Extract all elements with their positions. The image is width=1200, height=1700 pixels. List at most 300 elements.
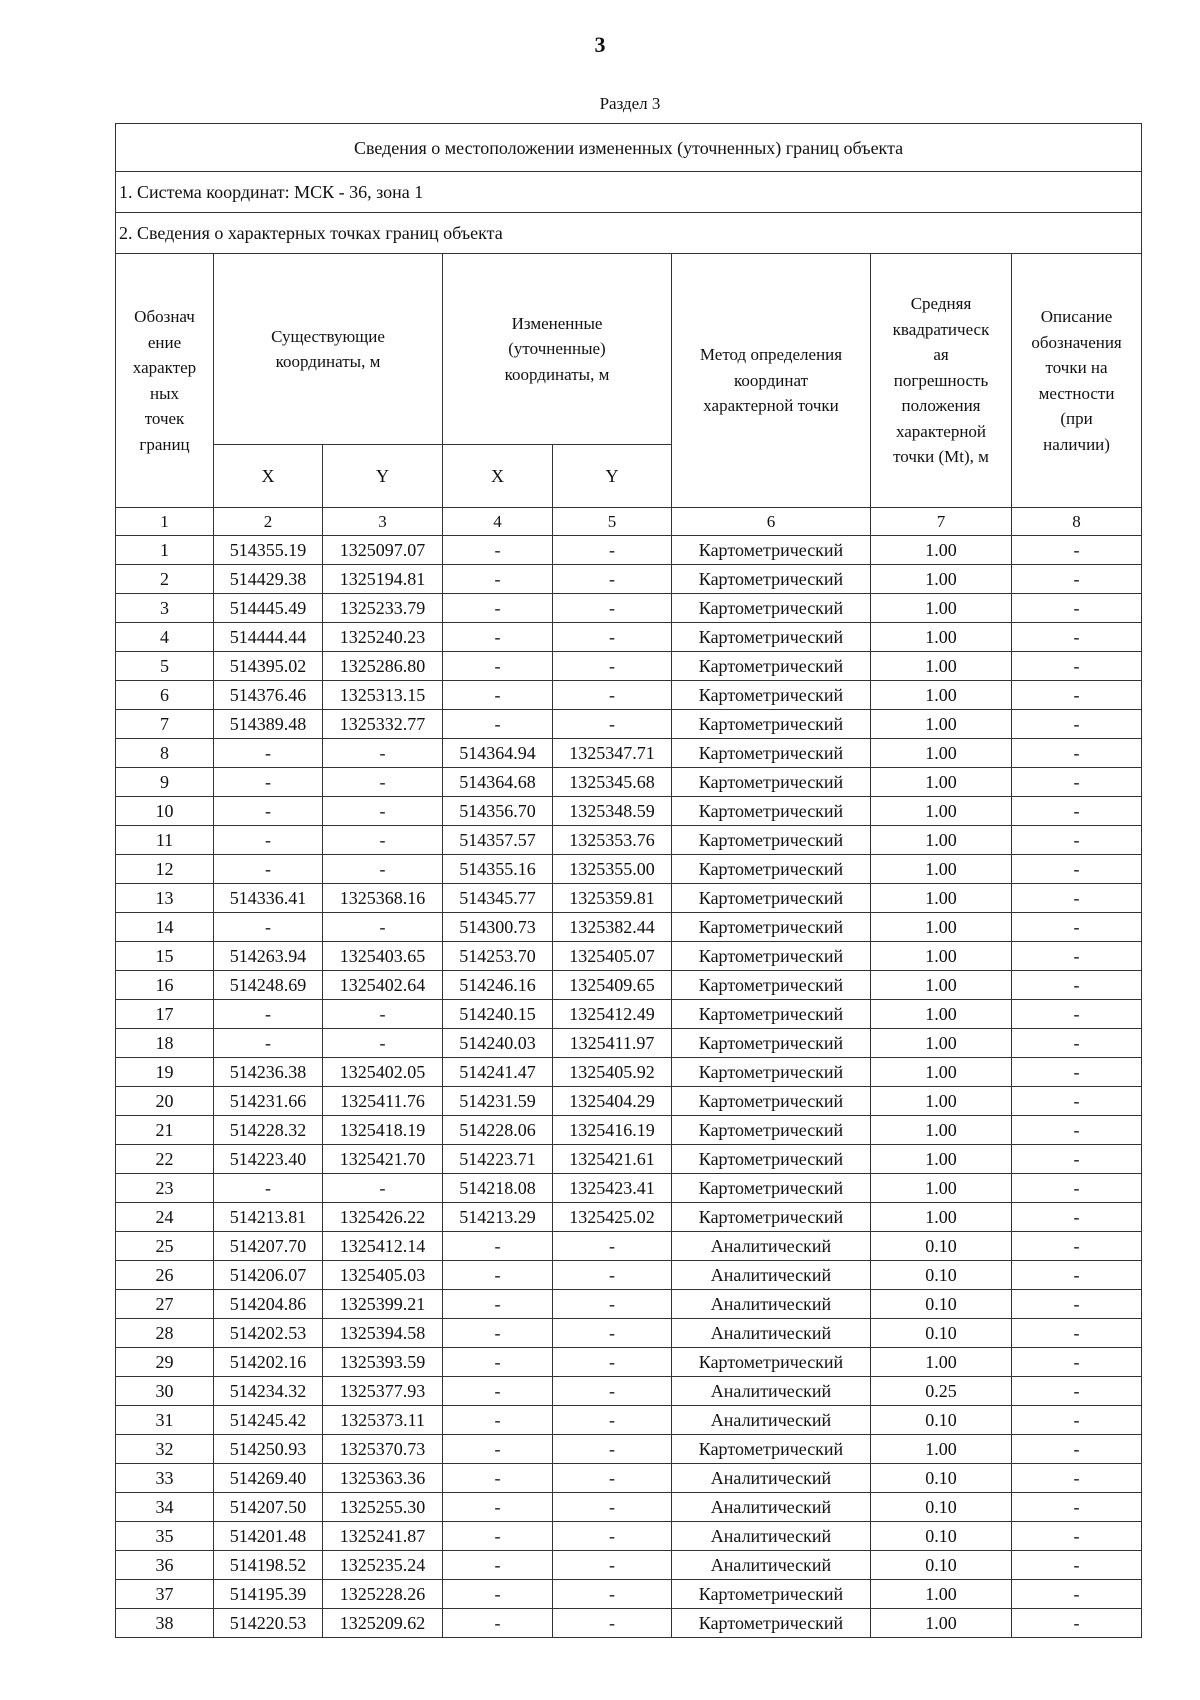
- table-title-row: [116, 124, 1142, 172]
- existing-x-cell: 514204.86: [214, 1290, 323, 1319]
- description-cell: -: [1012, 1348, 1142, 1377]
- table-row: [116, 1290, 1142, 1319]
- description-cell: -: [1012, 1203, 1142, 1232]
- table-row: [116, 1203, 1142, 1232]
- changed-y-cell: 1325345.68: [553, 768, 672, 797]
- existing-y-cell: -: [323, 913, 443, 942]
- header-existing-x: X: [214, 445, 323, 508]
- changed-y-cell: -: [553, 594, 672, 623]
- changed-x-cell: 514218.08: [443, 1174, 553, 1203]
- changed-y-cell: 1325421.61: [553, 1145, 672, 1174]
- header-mean-error: Средняя квадратическ ая погрешность положения характерной точки (Mt), м: [871, 254, 1012, 508]
- description-cell: -: [1012, 971, 1142, 1000]
- point-number-cell: 18: [116, 1029, 214, 1058]
- existing-x-cell: 514231.66: [214, 1087, 323, 1116]
- existing-x-cell: 514236.38: [214, 1058, 323, 1087]
- existing-y-cell: 1325370.73: [323, 1435, 443, 1464]
- point-number-cell: 12: [116, 855, 214, 884]
- changed-x-cell: -: [443, 594, 553, 623]
- existing-y-cell: 1325235.24: [323, 1551, 443, 1580]
- existing-x-cell: 514195.39: [214, 1580, 323, 1609]
- existing-y-cell: 1325228.26: [323, 1580, 443, 1609]
- existing-x-cell: 514206.07: [214, 1261, 323, 1290]
- mean-error-cell: 1.00: [871, 565, 1012, 594]
- table-row: [116, 1000, 1142, 1029]
- method-cell: Картометрический: [672, 565, 871, 594]
- table-title: Сведения о местоположении измененных (уточненных) границ объекта: [116, 124, 1142, 172]
- mean-error-cell: 1.00: [871, 913, 1012, 942]
- method-cell: Аналитический: [672, 1464, 871, 1493]
- table-row: [116, 652, 1142, 681]
- point-number-cell: 14: [116, 913, 214, 942]
- existing-x-cell: 514250.93: [214, 1435, 323, 1464]
- changed-x-cell: 514240.03: [443, 1029, 553, 1058]
- description-cell: -: [1012, 1000, 1142, 1029]
- method-cell: Картометрический: [672, 1087, 871, 1116]
- method-cell: Аналитический: [672, 1522, 871, 1551]
- existing-y-cell: 1325393.59: [323, 1348, 443, 1377]
- table-row: [116, 1377, 1142, 1406]
- description-cell: -: [1012, 710, 1142, 739]
- table-row: [116, 594, 1142, 623]
- table-row: [116, 971, 1142, 1000]
- method-cell: Картометрический: [672, 739, 871, 768]
- description-cell: -: [1012, 1580, 1142, 1609]
- coordinate-system: 1. Система координат: МСК - 36, зона 1: [116, 172, 1142, 213]
- description-cell: -: [1012, 884, 1142, 913]
- mean-error-cell: 1.00: [871, 1058, 1012, 1087]
- header-changed-coordinates: Измененные (уточненные) координаты, м: [443, 254, 672, 445]
- mean-error-cell: 1.00: [871, 652, 1012, 681]
- table-row: [116, 1464, 1142, 1493]
- table-row: [116, 1232, 1142, 1261]
- mean-error-cell: 1.00: [871, 855, 1012, 884]
- method-cell: Аналитический: [672, 1319, 871, 1348]
- mean-error-cell: 1.00: [871, 1609, 1012, 1638]
- column-number: 1: [116, 508, 214, 536]
- existing-x-cell: 514202.16: [214, 1348, 323, 1377]
- description-cell: -: [1012, 855, 1142, 884]
- existing-x-cell: -: [214, 1000, 323, 1029]
- point-number-cell: 32: [116, 1435, 214, 1464]
- changed-y-cell: -: [553, 1580, 672, 1609]
- changed-x-cell: 514228.06: [443, 1116, 553, 1145]
- table-row: [116, 1406, 1142, 1435]
- existing-x-cell: 514220.53: [214, 1609, 323, 1638]
- changed-x-cell: -: [443, 1609, 553, 1638]
- header-changed-y: Y: [553, 445, 672, 508]
- description-cell: -: [1012, 1435, 1142, 1464]
- description-cell: -: [1012, 768, 1142, 797]
- changed-x-cell: -: [443, 1522, 553, 1551]
- table-row: [116, 826, 1142, 855]
- method-cell: Аналитический: [672, 1493, 871, 1522]
- points-heading: 2. Сведения о характерных точках границ объекта: [116, 213, 1142, 254]
- point-number-cell: 7: [116, 710, 214, 739]
- existing-y-cell: 1325313.15: [323, 681, 443, 710]
- point-number-cell: 11: [116, 826, 214, 855]
- existing-y-cell: 1325373.11: [323, 1406, 443, 1435]
- changed-y-cell: -: [553, 1406, 672, 1435]
- description-cell: -: [1012, 1319, 1142, 1348]
- mean-error-cell: 1.00: [871, 594, 1012, 623]
- changed-x-cell: -: [443, 1551, 553, 1580]
- changed-y-cell: -: [553, 1319, 672, 1348]
- mean-error-cell: 0.10: [871, 1522, 1012, 1551]
- existing-x-cell: 514376.46: [214, 681, 323, 710]
- mean-error-cell: 0.10: [871, 1261, 1012, 1290]
- existing-y-cell: 1325418.19: [323, 1116, 443, 1145]
- existing-x-cell: -: [214, 1029, 323, 1058]
- mean-error-cell: 1.00: [871, 1029, 1012, 1058]
- changed-y-cell: 1325405.92: [553, 1058, 672, 1087]
- method-cell: Картометрический: [672, 855, 871, 884]
- mean-error-cell: 0.10: [871, 1232, 1012, 1261]
- table-row: [116, 884, 1142, 913]
- changed-x-cell: -: [443, 1377, 553, 1406]
- table-row: [116, 768, 1142, 797]
- method-cell: Аналитический: [672, 1406, 871, 1435]
- column-number: 4: [443, 508, 553, 536]
- mean-error-cell: 1.00: [871, 1000, 1012, 1029]
- existing-x-cell: 514429.38: [214, 565, 323, 594]
- description-cell: -: [1012, 565, 1142, 594]
- point-number-cell: 37: [116, 1580, 214, 1609]
- method-cell: Картометрический: [672, 652, 871, 681]
- changed-x-cell: 514300.73: [443, 913, 553, 942]
- table-row: [116, 623, 1142, 652]
- table-row: [116, 1609, 1142, 1638]
- point-number-cell: 19: [116, 1058, 214, 1087]
- column-number: 6: [672, 508, 871, 536]
- changed-x-cell: -: [443, 536, 553, 565]
- existing-y-cell: 1325241.87: [323, 1522, 443, 1551]
- method-cell: Картометрический: [672, 884, 871, 913]
- point-number-cell: 38: [116, 1609, 214, 1638]
- description-cell: -: [1012, 1290, 1142, 1319]
- mean-error-cell: 1.00: [871, 1145, 1012, 1174]
- table-row: [116, 942, 1142, 971]
- existing-x-cell: -: [214, 855, 323, 884]
- changed-y-cell: -: [553, 623, 672, 652]
- existing-x-cell: 514355.19: [214, 536, 323, 565]
- mean-error-cell: 0.10: [871, 1406, 1012, 1435]
- changed-y-cell: -: [553, 681, 672, 710]
- changed-x-cell: 514364.68: [443, 768, 553, 797]
- changed-x-cell: 514253.70: [443, 942, 553, 971]
- description-cell: -: [1012, 1377, 1142, 1406]
- existing-y-cell: 1325194.81: [323, 565, 443, 594]
- changed-x-cell: -: [443, 652, 553, 681]
- changed-x-cell: -: [443, 1261, 553, 1290]
- description-cell: -: [1012, 623, 1142, 652]
- existing-x-cell: -: [214, 913, 323, 942]
- description-cell: -: [1012, 826, 1142, 855]
- existing-y-cell: 1325402.64: [323, 971, 443, 1000]
- changed-y-cell: -: [553, 1609, 672, 1638]
- changed-x-cell: -: [443, 1348, 553, 1377]
- table-row: [116, 536, 1142, 565]
- description-cell: -: [1012, 1609, 1142, 1638]
- mean-error-cell: 0.10: [871, 1493, 1012, 1522]
- existing-x-cell: 514202.53: [214, 1319, 323, 1348]
- description-cell: -: [1012, 1493, 1142, 1522]
- changed-y-cell: 1325416.19: [553, 1116, 672, 1145]
- changed-x-cell: 514240.15: [443, 1000, 553, 1029]
- existing-x-cell: 514234.32: [214, 1377, 323, 1406]
- method-cell: Картометрический: [672, 971, 871, 1000]
- description-cell: -: [1012, 1232, 1142, 1261]
- header-changed-x: X: [443, 445, 553, 508]
- method-cell: Картометрический: [672, 1058, 871, 1087]
- mean-error-cell: 1.00: [871, 681, 1012, 710]
- table-row: [116, 1348, 1142, 1377]
- description-cell: -: [1012, 1058, 1142, 1087]
- changed-y-cell: 1325382.44: [553, 913, 672, 942]
- mean-error-cell: 1.00: [871, 971, 1012, 1000]
- point-number-cell: 4: [116, 623, 214, 652]
- table-row: [116, 1551, 1142, 1580]
- description-cell: -: [1012, 536, 1142, 565]
- existing-y-cell: -: [323, 1000, 443, 1029]
- existing-x-cell: -: [214, 826, 323, 855]
- existing-y-cell: 1325286.80: [323, 652, 443, 681]
- point-number-cell: 29: [116, 1348, 214, 1377]
- changed-x-cell: -: [443, 1290, 553, 1319]
- existing-x-cell: 514263.94: [214, 942, 323, 971]
- method-cell: Картометрический: [672, 1580, 871, 1609]
- header-description: Описание обозначения точки на местности (при наличии): [1012, 254, 1142, 508]
- table-row: [116, 739, 1142, 768]
- mean-error-cell: 0.25: [871, 1377, 1012, 1406]
- table-row: [116, 797, 1142, 826]
- changed-y-cell: 1325347.71: [553, 739, 672, 768]
- point-number-cell: 17: [116, 1000, 214, 1029]
- description-cell: -: [1012, 1406, 1142, 1435]
- method-cell: Картометрический: [672, 1609, 871, 1638]
- point-number-cell: 9: [116, 768, 214, 797]
- mean-error-cell: 1.00: [871, 1174, 1012, 1203]
- description-cell: -: [1012, 797, 1142, 826]
- changed-y-cell: 1325359.81: [553, 884, 672, 913]
- table-row: [116, 1145, 1142, 1174]
- description-cell: -: [1012, 652, 1142, 681]
- existing-x-cell: 514248.69: [214, 971, 323, 1000]
- changed-y-cell: 1325425.02: [553, 1203, 672, 1232]
- changed-x-cell: 514356.70: [443, 797, 553, 826]
- table-row: [116, 1174, 1142, 1203]
- mean-error-cell: 1.00: [871, 536, 1012, 565]
- table-row: [116, 1116, 1142, 1145]
- changed-y-cell: 1325405.07: [553, 942, 672, 971]
- existing-y-cell: 1325405.03: [323, 1261, 443, 1290]
- mean-error-cell: 1.00: [871, 768, 1012, 797]
- changed-x-cell: -: [443, 1580, 553, 1609]
- changed-x-cell: 514355.16: [443, 855, 553, 884]
- point-number-cell: 6: [116, 681, 214, 710]
- mean-error-cell: 1.00: [871, 797, 1012, 826]
- existing-x-cell: 514269.40: [214, 1464, 323, 1493]
- point-number-cell: 10: [116, 797, 214, 826]
- method-cell: Картометрический: [672, 797, 871, 826]
- mean-error-cell: 1.00: [871, 1203, 1012, 1232]
- changed-x-cell: -: [443, 710, 553, 739]
- description-cell: -: [1012, 739, 1142, 768]
- description-cell: -: [1012, 1116, 1142, 1145]
- points-heading-row: [116, 213, 1142, 254]
- method-cell: Картометрический: [672, 1435, 871, 1464]
- changed-y-cell: -: [553, 1493, 672, 1522]
- point-number-cell: 2: [116, 565, 214, 594]
- point-number-cell: 33: [116, 1464, 214, 1493]
- existing-y-cell: 1325412.14: [323, 1232, 443, 1261]
- existing-y-cell: -: [323, 1174, 443, 1203]
- existing-y-cell: 1325097.07: [323, 536, 443, 565]
- method-cell: Картометрический: [672, 710, 871, 739]
- changed-y-cell: -: [553, 536, 672, 565]
- point-number-cell: 20: [116, 1087, 214, 1116]
- header-method: Метод определения координат характерной точки: [672, 254, 871, 508]
- changed-x-cell: -: [443, 1319, 553, 1348]
- existing-x-cell: 514395.02: [214, 652, 323, 681]
- changed-x-cell: -: [443, 1493, 553, 1522]
- changed-y-cell: -: [553, 1377, 672, 1406]
- changed-y-cell: -: [553, 1290, 672, 1319]
- mean-error-cell: 1.00: [871, 1116, 1012, 1145]
- mean-error-cell: 1.00: [871, 710, 1012, 739]
- table-row: [116, 855, 1142, 884]
- method-cell: Картометрический: [672, 768, 871, 797]
- existing-y-cell: 1325377.93: [323, 1377, 443, 1406]
- changed-x-cell: 514231.59: [443, 1087, 553, 1116]
- changed-y-cell: 1325404.29: [553, 1087, 672, 1116]
- existing-x-cell: 514444.44: [214, 623, 323, 652]
- table-row: [116, 913, 1142, 942]
- existing-x-cell: 514245.42: [214, 1406, 323, 1435]
- description-cell: -: [1012, 1145, 1142, 1174]
- point-number-cell: 1: [116, 536, 214, 565]
- section-label: Раздел 3: [599, 94, 661, 113]
- table-row: [116, 1058, 1142, 1087]
- table-row: [116, 565, 1142, 594]
- changed-x-cell: 514213.29: [443, 1203, 553, 1232]
- changed-x-cell: -: [443, 1435, 553, 1464]
- column-number: 7: [871, 508, 1012, 536]
- mean-error-cell: 0.10: [871, 1290, 1012, 1319]
- point-number-cell: 23: [116, 1174, 214, 1203]
- point-number-cell: 35: [116, 1522, 214, 1551]
- changed-x-cell: -: [443, 1232, 553, 1261]
- changed-y-cell: 1325423.41: [553, 1174, 672, 1203]
- point-number-cell: 28: [116, 1319, 214, 1348]
- description-cell: -: [1012, 1551, 1142, 1580]
- column-number: 8: [1012, 508, 1142, 536]
- description-cell: -: [1012, 913, 1142, 942]
- changed-x-cell: -: [443, 681, 553, 710]
- table-row: [116, 710, 1142, 739]
- changed-y-cell: -: [553, 1232, 672, 1261]
- changed-y-cell: -: [553, 1348, 672, 1377]
- coordinate-system-row: [116, 172, 1142, 213]
- existing-y-cell: 1325411.76: [323, 1087, 443, 1116]
- existing-y-cell: 1325403.65: [323, 942, 443, 971]
- point-number-cell: 25: [116, 1232, 214, 1261]
- table-row: [116, 1029, 1142, 1058]
- column-number-row: [116, 508, 1142, 536]
- changed-y-cell: 1325409.65: [553, 971, 672, 1000]
- method-cell: Аналитический: [672, 1551, 871, 1580]
- existing-y-cell: -: [323, 1029, 443, 1058]
- description-cell: -: [1012, 1522, 1142, 1551]
- point-number-cell: 31: [116, 1406, 214, 1435]
- changed-y-cell: -: [553, 710, 672, 739]
- description-cell: -: [1012, 1174, 1142, 1203]
- changed-y-cell: 1325412.49: [553, 1000, 672, 1029]
- existing-y-cell: 1325363.36: [323, 1464, 443, 1493]
- table-row: [116, 681, 1142, 710]
- existing-y-cell: 1325402.05: [323, 1058, 443, 1087]
- existing-y-cell: 1325240.23: [323, 623, 443, 652]
- changed-y-cell: -: [553, 1261, 672, 1290]
- existing-x-cell: -: [214, 739, 323, 768]
- existing-x-cell: 514198.52: [214, 1551, 323, 1580]
- method-cell: Аналитический: [672, 1377, 871, 1406]
- point-number-cell: 16: [116, 971, 214, 1000]
- point-number-cell: 27: [116, 1290, 214, 1319]
- point-number-cell: 21: [116, 1116, 214, 1145]
- changed-x-cell: -: [443, 565, 553, 594]
- changed-y-cell: -: [553, 1435, 672, 1464]
- column-number: 2: [214, 508, 323, 536]
- table-row: [116, 1087, 1142, 1116]
- changed-y-cell: -: [553, 652, 672, 681]
- page-number: 3: [594, 32, 606, 57]
- point-number-cell: 8: [116, 739, 214, 768]
- changed-y-cell: -: [553, 1551, 672, 1580]
- point-number-cell: 30: [116, 1377, 214, 1406]
- column-number: 3: [323, 508, 443, 536]
- changed-x-cell: 514364.94: [443, 739, 553, 768]
- changed-y-cell: -: [553, 1522, 672, 1551]
- changed-x-cell: -: [443, 1464, 553, 1493]
- method-cell: Картометрический: [672, 1174, 871, 1203]
- table-row: [116, 1261, 1142, 1290]
- header-existing-y: Y: [323, 445, 443, 508]
- column-number: 5: [553, 508, 672, 536]
- description-cell: -: [1012, 594, 1142, 623]
- existing-y-cell: 1325209.62: [323, 1609, 443, 1638]
- mean-error-cell: 1.00: [871, 1435, 1012, 1464]
- existing-x-cell: 514445.49: [214, 594, 323, 623]
- existing-y-cell: -: [323, 739, 443, 768]
- changed-y-cell: -: [553, 1464, 672, 1493]
- existing-x-cell: 514201.48: [214, 1522, 323, 1551]
- table-row: [116, 1522, 1142, 1551]
- changed-y-cell: 1325348.59: [553, 797, 672, 826]
- point-number-cell: 22: [116, 1145, 214, 1174]
- header-row: [116, 254, 1142, 445]
- existing-y-cell: -: [323, 855, 443, 884]
- mean-error-cell: 1.00: [871, 739, 1012, 768]
- changed-x-cell: 514223.71: [443, 1145, 553, 1174]
- point-number-cell: 34: [116, 1493, 214, 1522]
- mean-error-cell: 0.10: [871, 1464, 1012, 1493]
- existing-x-cell: 514207.70: [214, 1232, 323, 1261]
- description-cell: -: [1012, 942, 1142, 971]
- existing-y-cell: -: [323, 797, 443, 826]
- changed-y-cell: -: [553, 565, 672, 594]
- method-cell: Картометрический: [672, 623, 871, 652]
